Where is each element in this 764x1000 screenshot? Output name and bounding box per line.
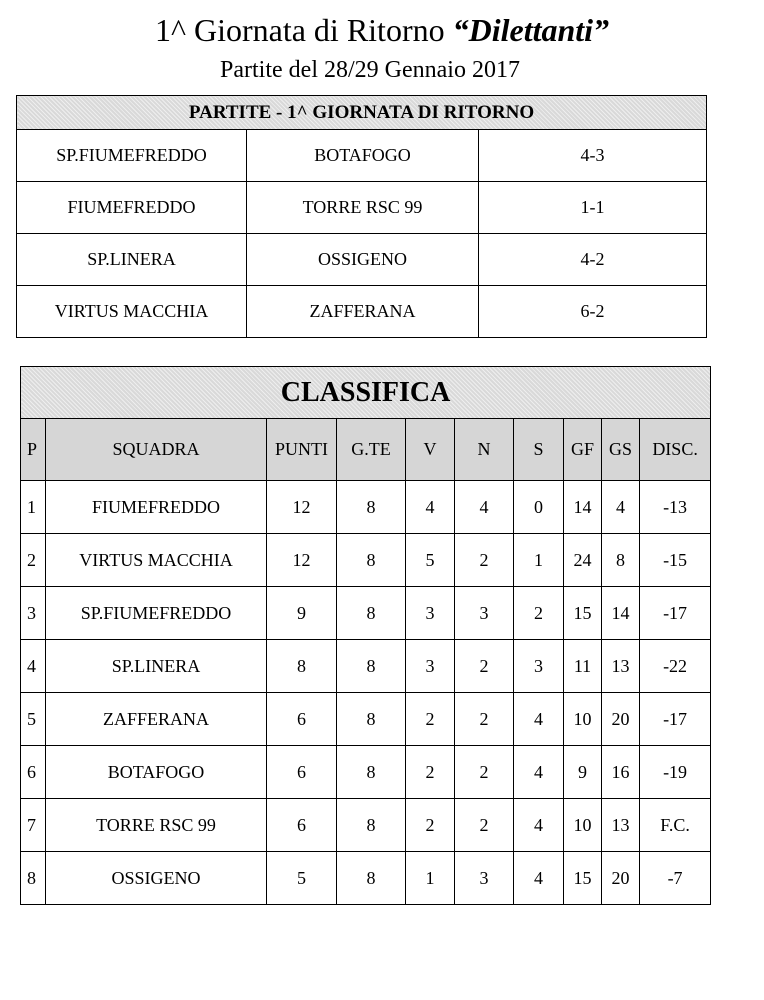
col-points-cell: 5	[267, 852, 337, 905]
standings-column-header-row	[21, 419, 711, 481]
col-position-cell: 4	[21, 640, 46, 693]
col-goals-against-cell: 20	[602, 852, 640, 905]
col-team-cell: ZAFFERANA	[46, 693, 267, 746]
col-wins-header: V	[406, 419, 455, 481]
col-position-cell: 3	[21, 587, 46, 640]
col-points-cell: 9	[267, 587, 337, 640]
match-away-team: TORRE RSC 99	[247, 182, 479, 234]
match-home-team: SP.FIUMEFREDDO	[17, 130, 247, 182]
col-losses-cell: 2	[514, 587, 564, 640]
col-wins-cell: 5	[406, 534, 455, 587]
col-goals-for-cell: 14	[564, 481, 602, 534]
col-games-cell: 8	[337, 746, 406, 799]
col-losses-cell: 4	[514, 746, 564, 799]
match-row	[17, 234, 707, 286]
standings-row	[21, 693, 711, 746]
match-home-team: VIRTUS MACCHIA	[17, 286, 247, 338]
col-discipline-cell: -19	[640, 746, 711, 799]
col-position-cell: 5	[21, 693, 46, 746]
standings-row	[21, 640, 711, 693]
matches-table	[16, 95, 707, 338]
col-goals-against-cell: 13	[602, 799, 640, 852]
match-score: 1-1	[479, 182, 707, 234]
col-discipline-cell: -7	[640, 852, 711, 905]
col-losses-cell: 3	[514, 640, 564, 693]
match-away-team: ZAFFERANA	[247, 286, 479, 338]
match-row	[17, 130, 707, 182]
col-team-cell: SP.LINERA	[46, 640, 267, 693]
page-subtitle: Partite del 28/29 Gennaio 2017	[220, 57, 520, 83]
title-emphasis: “Dilettanti”	[452, 12, 610, 48]
standings-row	[21, 852, 711, 905]
col-points-cell: 12	[267, 481, 337, 534]
match-score: 6-2	[479, 286, 707, 338]
matches-heading: PARTITE - 1^ GIORNATA DI RITORNO	[17, 96, 707, 130]
match-row	[17, 182, 707, 234]
col-team-cell: FIUMEFREDDO	[46, 481, 267, 534]
page-title	[0, 10, 764, 50]
col-goals-for-cell: 24	[564, 534, 602, 587]
col-goals-for-cell: 15	[564, 587, 602, 640]
standings-table	[20, 366, 711, 905]
col-losses-cell: 4	[514, 799, 564, 852]
col-wins-cell: 2	[406, 799, 455, 852]
col-draws-cell: 3	[455, 852, 514, 905]
col-team-cell: BOTAFOGO	[46, 746, 267, 799]
col-wins-cell: 4	[406, 481, 455, 534]
col-draws-cell: 4	[455, 481, 514, 534]
col-discipline-cell: -13	[640, 481, 711, 534]
col-goals-for-cell: 10	[564, 799, 602, 852]
title-prefix: 1^ Giornata di Ritorno	[154, 12, 453, 48]
col-points-cell: 8	[267, 640, 337, 693]
col-discipline-cell: -17	[640, 587, 711, 640]
col-position-cell: 2	[21, 534, 46, 587]
col-draws-cell: 2	[455, 640, 514, 693]
standings-heading: CLASSIFICA	[21, 367, 711, 419]
col-goals-for-header: GF	[564, 419, 602, 481]
standings-row	[21, 799, 711, 852]
col-games-cell: 8	[337, 640, 406, 693]
col-points-cell: 6	[267, 746, 337, 799]
col-position-cell: 1	[21, 481, 46, 534]
standings-row	[21, 481, 711, 534]
col-losses-cell: 0	[514, 481, 564, 534]
match-away-team: OSSIGENO	[247, 234, 479, 286]
col-goals-for-cell: 9	[564, 746, 602, 799]
col-team-cell: VIRTUS MACCHIA	[46, 534, 267, 587]
col-team-cell: TORRE RSC 99	[46, 799, 267, 852]
col-losses-cell: 1	[514, 534, 564, 587]
col-draws-header: N	[455, 419, 514, 481]
col-wins-cell: 2	[406, 746, 455, 799]
col-draws-cell: 2	[455, 693, 514, 746]
col-goals-against-cell: 4	[602, 481, 640, 534]
col-wins-cell: 3	[406, 640, 455, 693]
col-position-cell: 7	[21, 799, 46, 852]
col-losses-cell: 4	[514, 693, 564, 746]
col-points-cell: 12	[267, 534, 337, 587]
col-team-cell: SP.FIUMEFREDDO	[46, 587, 267, 640]
col-games-cell: 8	[337, 693, 406, 746]
col-points-header: PUNTI	[267, 419, 337, 481]
col-goals-against-cell: 8	[602, 534, 640, 587]
col-team-cell: OSSIGENO	[46, 852, 267, 905]
col-position-header: P	[21, 419, 46, 481]
col-position-cell: 6	[21, 746, 46, 799]
match-score: 4-2	[479, 234, 707, 286]
col-wins-cell: 2	[406, 693, 455, 746]
standings-row	[21, 587, 711, 640]
standings-row	[21, 746, 711, 799]
col-discipline-cell: -15	[640, 534, 711, 587]
col-wins-cell: 3	[406, 587, 455, 640]
col-games-cell: 8	[337, 534, 406, 587]
col-discipline-cell: -22	[640, 640, 711, 693]
col-goals-for-cell: 11	[564, 640, 602, 693]
col-goals-against-cell: 14	[602, 587, 640, 640]
col-losses-cell: 4	[514, 852, 564, 905]
col-points-cell: 6	[267, 693, 337, 746]
col-discipline-cell: -17	[640, 693, 711, 746]
col-goals-against-header: GS	[602, 419, 640, 481]
col-discipline-cell: F.C.	[640, 799, 711, 852]
col-games-cell: 8	[337, 481, 406, 534]
match-away-team: BOTAFOGO	[247, 130, 479, 182]
col-draws-cell: 2	[455, 534, 514, 587]
col-discipline-header: DISC.	[640, 419, 711, 481]
match-row	[17, 286, 707, 338]
col-draws-cell: 3	[455, 587, 514, 640]
col-draws-cell: 2	[455, 746, 514, 799]
col-goals-against-cell: 20	[602, 693, 640, 746]
col-games-cell: 8	[337, 587, 406, 640]
col-games-header: G.TE	[337, 419, 406, 481]
col-games-cell: 8	[337, 852, 406, 905]
standings-row	[21, 534, 711, 587]
col-wins-cell: 1	[406, 852, 455, 905]
col-losses-header: S	[514, 419, 564, 481]
col-goals-for-cell: 10	[564, 693, 602, 746]
col-goals-against-cell: 13	[602, 640, 640, 693]
col-games-cell: 8	[337, 799, 406, 852]
match-home-team: SP.LINERA	[17, 234, 247, 286]
match-home-team: FIUMEFREDDO	[17, 182, 247, 234]
col-points-cell: 6	[267, 799, 337, 852]
col-position-cell: 8	[21, 852, 46, 905]
match-score: 4-3	[479, 130, 707, 182]
col-goals-for-cell: 15	[564, 852, 602, 905]
col-goals-against-cell: 16	[602, 746, 640, 799]
col-draws-cell: 2	[455, 799, 514, 852]
col-team-header: SQUADRA	[46, 419, 267, 481]
